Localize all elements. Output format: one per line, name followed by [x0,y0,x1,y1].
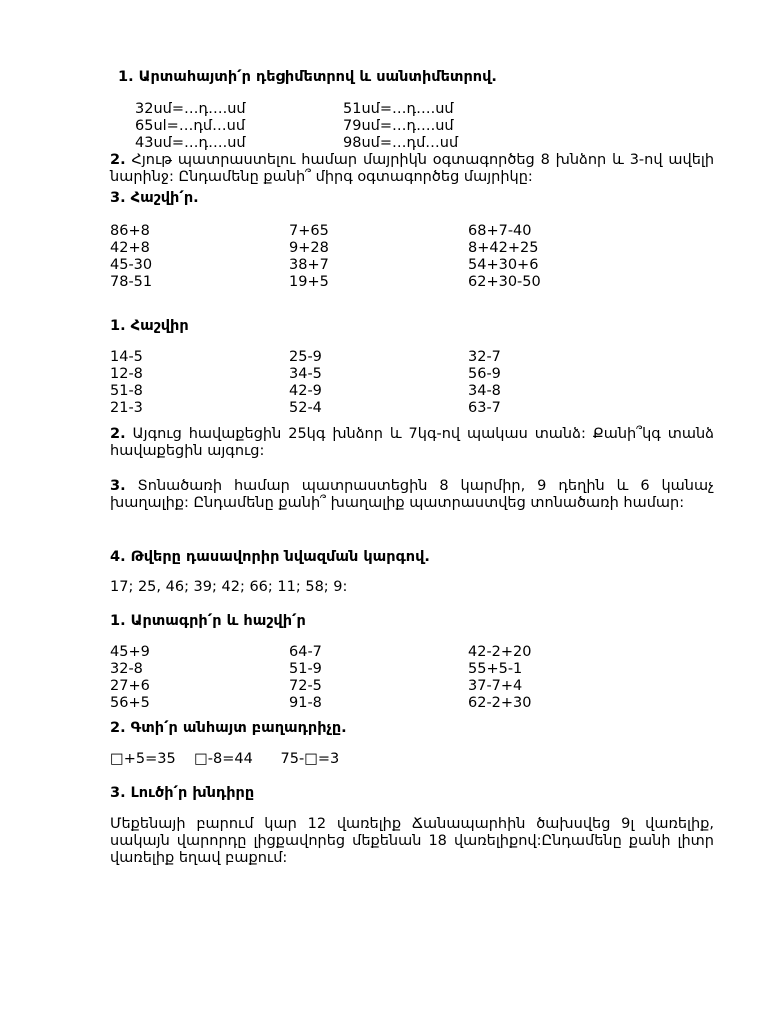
exercise-item: 55+5-1 [468,661,523,677]
exercise-item: 38+7 [289,257,329,273]
exercise-item: 62-2+30 [468,695,532,711]
problem-5 [110,426,714,460]
exercise-item: 64-7 [289,644,322,660]
exercise-item: 51-8 [110,383,143,399]
exercise-item: 9+28 [289,240,329,256]
exercise-item: 42+8 [110,240,150,256]
section-3-title: 3. Հաշվի՛ր. [110,190,199,206]
section-7-title: 4. Թվերը դասավորիր նվազման կարգով. [110,549,430,565]
equations: □+5=35 □-8=44 75-□=3 [110,751,340,767]
problem-10-text: Մեքենայի բարում կար 12 վառելիք Ճանապարհին ծախսվեց 9լ վառելիք, սակայն վարորդը լիցքավորեց մեքենան 18 վառելիքով:Ընդամենը քանի լիտր վառելիք եղավ բաքում: [110,816,714,866]
problem-text: Տոնածառի համար պատրաստեցին 8 կարմիր, 9 դեղին և 6 կանաչ խաղալիք: Ընդամենը քանի՞ խաղալիք պատրաստվեց տոնածառի համար: [110,478,714,511]
section-10-title: 3. Լուծի՛ր խնդիրը [110,785,255,801]
section-8-title: 1. Արտագրի՛ր և հաշվի՛ր [110,613,306,629]
exercise-item: 68+7-40 [468,223,532,239]
exercise-item: 72-5 [289,678,322,694]
exercise-item: 45-30 [110,257,153,273]
problem-number: 3. [110,478,126,494]
exercise-item: 51-9 [289,661,322,677]
problem-number: 2. [110,426,126,442]
exercise-item: 52-4 [289,400,322,416]
exercise-item: 12-8 [110,366,143,382]
exercise-item: 8+42+25 [468,240,539,256]
exercise-item: 56+5 [110,695,150,711]
exercise-item: 7+65 [289,223,329,239]
conversion-item: 79սմ=…դ….սմ [343,118,454,134]
exercise-item: 63-7 [468,400,501,416]
exercise-item: 45+9 [110,644,150,660]
problem-number: 2. [110,152,126,168]
exercise-item: 19+5 [289,274,329,290]
problem-text: Հյութ պատրաստելու համար մայրիկն օգտագործեց 8 խնձոր և 3-ով ավելի նարինջ: Ընդամենը քանի՞ միրգ օգտագործեց մայրիկը: [110,152,715,185]
exercise-item: 27+6 [110,678,150,694]
conversion-item: 43սմ=…դ….սմ [135,135,246,151]
number-sequence: 17; 25, 46; 39; 42; 66; 11; 58; 9: [110,579,348,595]
exercise-item: 21-3 [110,400,143,416]
conversion-item: 65սl=…դմ…սմ [135,118,246,134]
exercise-item: 32-8 [110,661,143,677]
problem-6 [110,478,714,512]
exercise-item: 25-9 [289,349,322,365]
section-4-title: 1. Հաշվիր [110,318,189,334]
exercise-item: 56-9 [468,366,501,382]
conversion-item: 51սմ=…դ….սմ [343,101,454,117]
exercise-item: 34-5 [289,366,322,382]
exercise-item: 54+30+6 [468,257,539,273]
exercise-item: 78-51 [110,274,153,290]
problem-2 [110,152,714,186]
conversion-item: 32սմ=…դ….սմ [135,101,246,117]
section-1-title: 1. Արտահայտի՛ր դեցիմետրով և սանտիմետրով. [118,69,497,85]
exercise-item: 86+8 [110,223,150,239]
problem-text: Այգուց հավաքեցին 25կգ խնձոր և 7կգ-ով պակաս տանձ: Քանի՞կգ տանձ հավաքեցին այգուց: [110,426,714,459]
exercise-item: 37-7+4 [468,678,523,694]
exercise-item: 32-7 [468,349,501,365]
conversion-item: 98սմ=…դմ…սմ [343,135,459,151]
exercise-item: 91-8 [289,695,322,711]
section-9-title: 2. Գտի՛ր անհայտ բաղադրիչը. [110,720,347,736]
exercise-item: 62+30-50 [468,274,541,290]
exercise-item: 14-5 [110,349,143,365]
exercise-item: 42-2+20 [468,644,532,660]
exercise-item: 34-8 [468,383,501,399]
exercise-item: 42-9 [289,383,322,399]
